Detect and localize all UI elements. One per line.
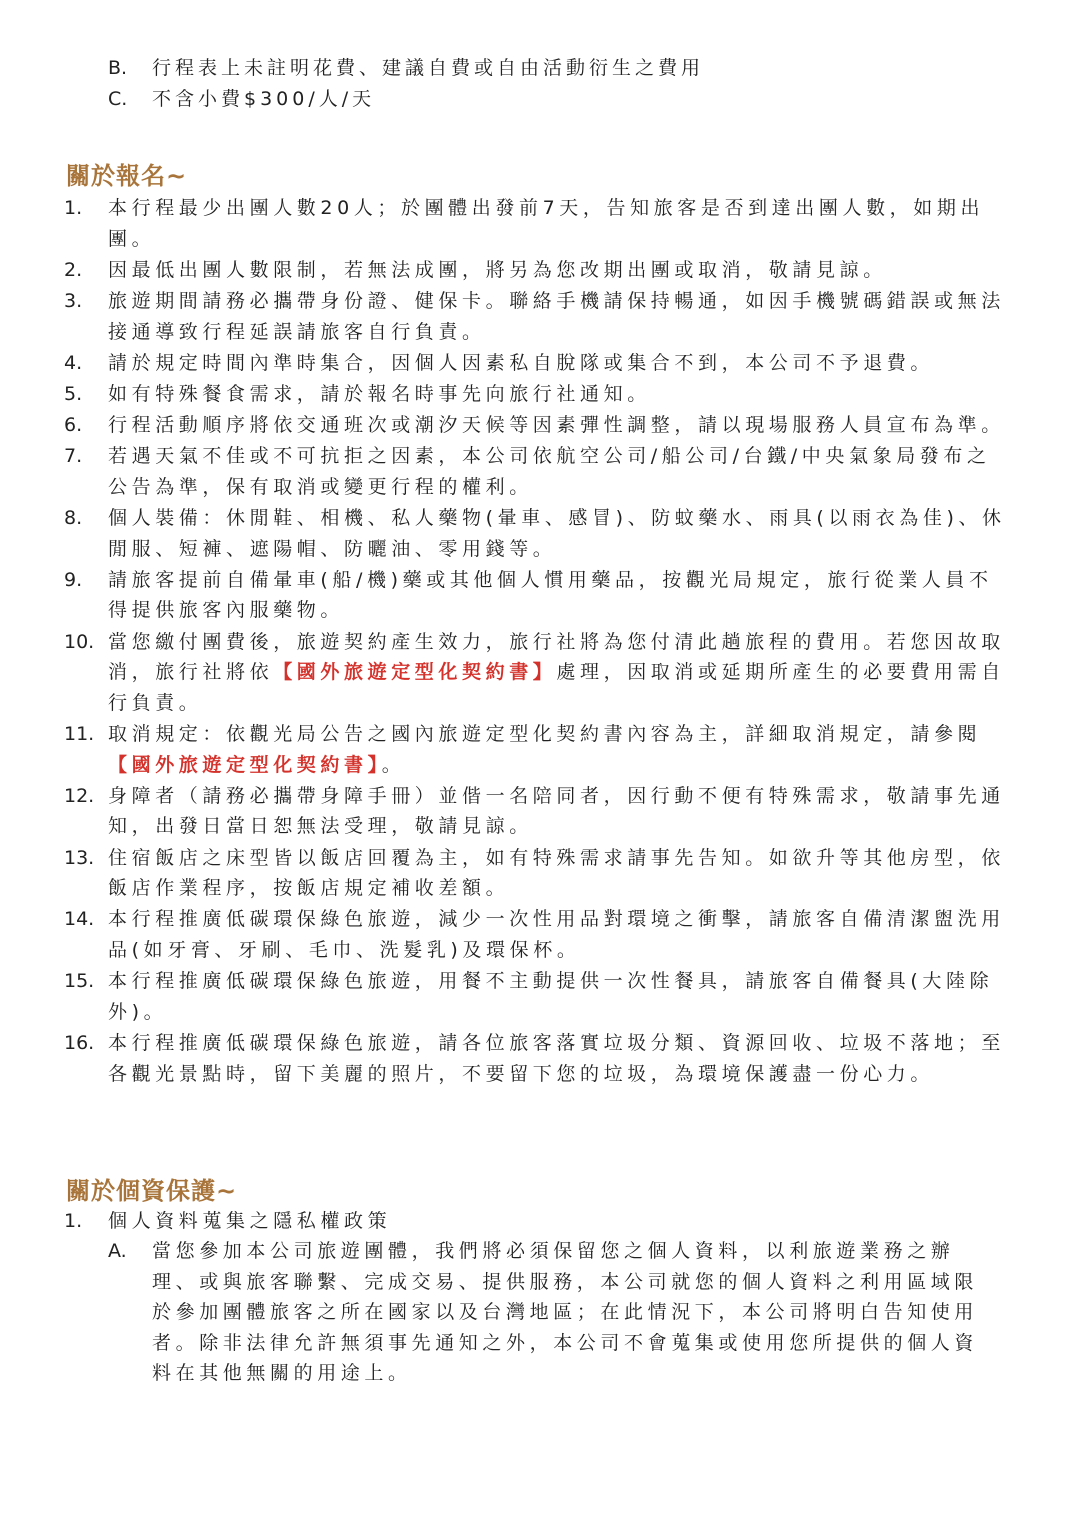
- list-item: [64, 565, 1012, 626]
- item-number: 11.: [64, 723, 95, 746]
- text-segment: 當您繳付團費後，旅遊契約產生效力，旅行社將為您付清此趟旅程的費用。若您因故取消，旅行社將依: [108, 630, 1005, 684]
- item-number: 14.: [64, 908, 95, 931]
- item-number: 1.: [64, 1210, 83, 1232]
- list-item: [64, 410, 1012, 441]
- item-text: 本行程推廣低碳環保綠色旅遊，請各位旅客落實垃圾分類、資源回收、垃圾不落地；至各觀光景點時，留下美麗的照片，不要留下您的垃圾，為環境保護盡一份心力。: [108, 1031, 1005, 1085]
- item-number: 10.: [64, 630, 95, 653]
- item-text: [108, 627, 1012, 719]
- contract-link[interactable]: 【國外旅遊定型化契約書】: [273, 661, 557, 684]
- privacy-item-1: [64, 1206, 1004, 1237]
- list-item: [64, 255, 1012, 286]
- section-heading-registration: 關於報名~: [66, 162, 188, 190]
- item-text: 本行程推廣低碳環保綠色旅遊，用餐不主動提供一次性餐具，請旅客自備餐具(大陸除外)。: [108, 970, 994, 1023]
- item-number: 9.: [64, 568, 83, 591]
- item-text: 不含小費$300/人/天: [152, 88, 376, 110]
- item-number: 4.: [64, 351, 83, 374]
- list-item: [64, 1028, 1012, 1089]
- list-item: [64, 781, 1012, 842]
- list-item: [64, 286, 1012, 347]
- item-number: 13.: [64, 846, 95, 869]
- item-text: 身障者（請務必攜帶身障手冊）並偕一名陪同者，因行動不便有特殊需求，敬請事先通知，出發日當日恕無法受理，敬請見諒。: [108, 784, 1005, 838]
- item-number: 12.: [64, 784, 95, 807]
- list-item: [64, 348, 1012, 379]
- section-heading-privacy: 關於個資保護~: [66, 1177, 238, 1205]
- item-text: 個人資料蒐集之隱私權政策: [108, 1210, 392, 1232]
- text-segment: 處理，因取消或延期所產生的必要費用需自行負責。: [108, 661, 1005, 714]
- privacy-subitem-a: [108, 1236, 998, 1389]
- item-marker: B.: [108, 57, 128, 79]
- item-text: 因最低出團人數限制，若無法成團，將另為您改期出團或取消，敬請見諒。: [108, 258, 887, 281]
- item-text: 住宿飯店之床型皆以飯店回覆為主，如有特殊需求請事先告知。如欲升等其他房型，依飯店作業程序，按飯店規定補收差額。: [108, 846, 1005, 900]
- item-text: 行程表上未註明花費、建議自費或自由活動衍生之費用: [152, 57, 705, 79]
- item-text: 當您參加本公司旅遊團體，我們將必須保留您之個人資料，以利旅遊業務之辦理、或與旅客聯繫、完成交易、提供服務，本公司就您的個人資料之利用區域限於參加團體旅客之所在國家以及台灣地區；在此情況下，本公司將明白告知使用者。除非法律允許無須事先通知之外，本公司不會蒐集或使用您所提供的個人資料在其他無關的用途上。: [152, 1240, 979, 1385]
- item-number: 1.: [64, 197, 83, 219]
- item-marker: A.: [108, 1240, 127, 1262]
- list-item: [64, 441, 1012, 502]
- item-number: 2.: [64, 258, 83, 281]
- item-text: 本行程推廣低碳環保綠色旅遊，減少一次性用品對環境之衝擊，請旅客自備清潔盥洗用品(如牙膏、牙刷、毛巾、洗髮乳)及環保杯。: [108, 908, 1005, 961]
- list-item: [64, 904, 1012, 965]
- text-segment: 取消規定：依觀光局公告之國內旅遊定型化契約書內容為主，詳細取消規定，請參閱: [108, 723, 982, 746]
- contract-link[interactable]: 【國外旅遊定型化契約書】: [108, 753, 382, 776]
- list-item: [64, 193, 1012, 254]
- item-number: 6.: [64, 414, 83, 437]
- item-text: 本行程最少出團人數20人；於團體出發前7天，告知旅客是否到達出團人數，如期出團。: [108, 197, 985, 250]
- item-text: [108, 719, 1012, 780]
- item-text: 旅遊期間請務必攜帶身份證、健保卡。聯絡手機請保持暢通，如因手機號碼錯誤或無法接通導致行程延誤請旅客自行負責。: [108, 289, 1005, 343]
- item-number: 7.: [64, 445, 83, 468]
- item-text: 請旅客提前自備暈車(船/機)藥或其他個人慣用藥品，按觀光局規定，旅行從業人員不得提供旅客內服藥物。: [108, 568, 993, 622]
- text-segment: 。: [381, 753, 406, 776]
- list-item: [64, 379, 1012, 410]
- fee-exclusion-item-b: [108, 53, 704, 83]
- item-number: 3.: [64, 289, 83, 312]
- registration-list: [64, 193, 1012, 1090]
- list-item: [64, 843, 1012, 904]
- item-text: 行程活動順序將依交通班次或潮汐天候等因素彈性調整，請以現場服務人員宣布為準。: [108, 414, 1005, 437]
- list-item: [64, 719, 1012, 780]
- item-marker: C.: [108, 88, 128, 110]
- item-number: 8.: [64, 507, 83, 530]
- list-item: [64, 503, 1012, 564]
- fee-exclusion-item-c: [108, 84, 375, 114]
- item-number: 15.: [64, 970, 95, 993]
- list-item: [64, 627, 1012, 719]
- item-text: 請於規定時間內準時集合，因個人因素私自脫隊或集合不到，本公司不予退費。: [108, 351, 935, 374]
- item-number: 5.: [64, 382, 83, 405]
- item-text: 如有特殊餐食需求，請於報名時事先向旅行社通知。: [108, 382, 651, 405]
- item-number: 16.: [64, 1031, 95, 1054]
- list-item: [64, 966, 1012, 1027]
- item-text: 個人裝備：休閒鞋、相機、私人藥物(暈車、感冒)、防蚊藥水、雨具(以雨衣為佳)、休閒服、短褲、遮陽帽、防曬油、零用錢等。: [108, 507, 1006, 560]
- item-text: 若遇天氣不佳或不可抗拒之因素，本公司依航空公司/船公司/台鐵/中央氣象局發布之公告為準，保有取消或變更行程的權利。: [108, 445, 991, 498]
